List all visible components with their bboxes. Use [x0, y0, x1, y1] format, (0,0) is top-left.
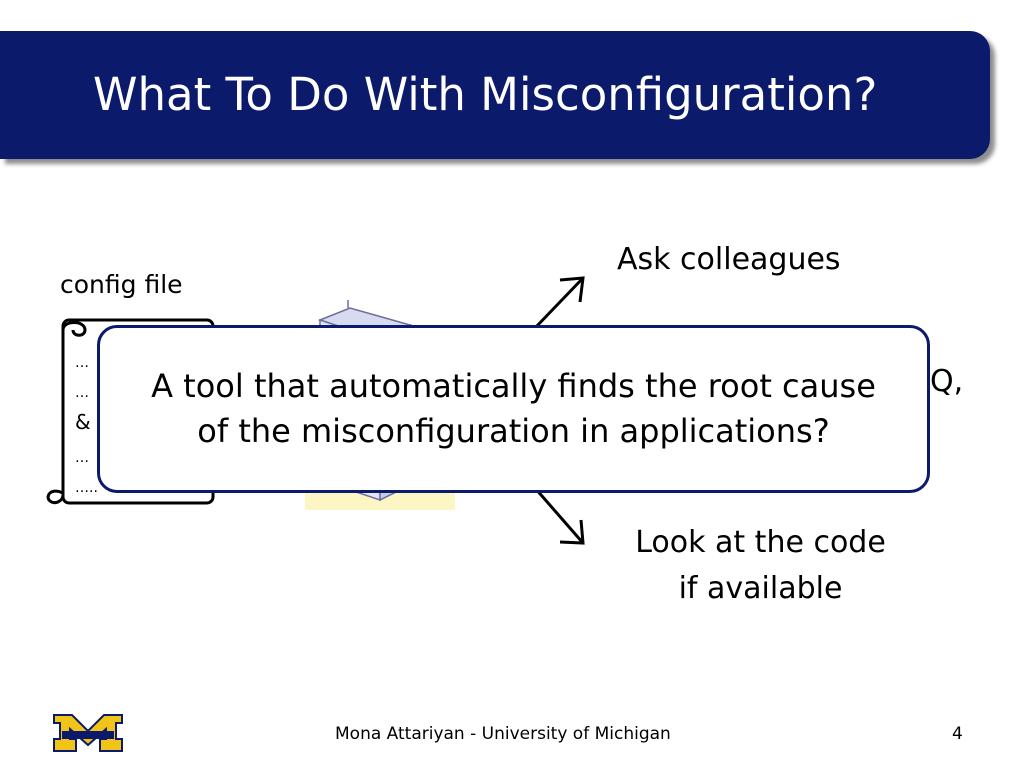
look-line-2: if available	[678, 571, 843, 606]
config-file-label: config file	[60, 270, 183, 299]
look-line-1: Look at the code	[635, 525, 886, 560]
slide-title: What To Do With Misconfiguration?	[93, 68, 878, 121]
config-line: …	[75, 450, 89, 466]
look-at-code-label	[613, 520, 908, 612]
ask-colleagues-label: Ask colleagues	[617, 242, 841, 277]
config-line: …..	[75, 480, 98, 496]
callout-line-1: A tool that automatically finds the root cause	[151, 367, 876, 405]
page-number: 4	[952, 724, 963, 744]
callout-line-2: of the misconfiguration in applications?	[197, 412, 830, 450]
config-line: …	[75, 385, 89, 401]
footer-author: Mona Attariyan - University of Michigan	[335, 724, 671, 744]
config-line: …	[75, 355, 89, 371]
faq-fragment-label: Q,	[930, 364, 964, 399]
callout-box	[97, 325, 930, 493]
config-line: &	[75, 410, 91, 434]
michigan-logo-icon	[52, 713, 124, 753]
